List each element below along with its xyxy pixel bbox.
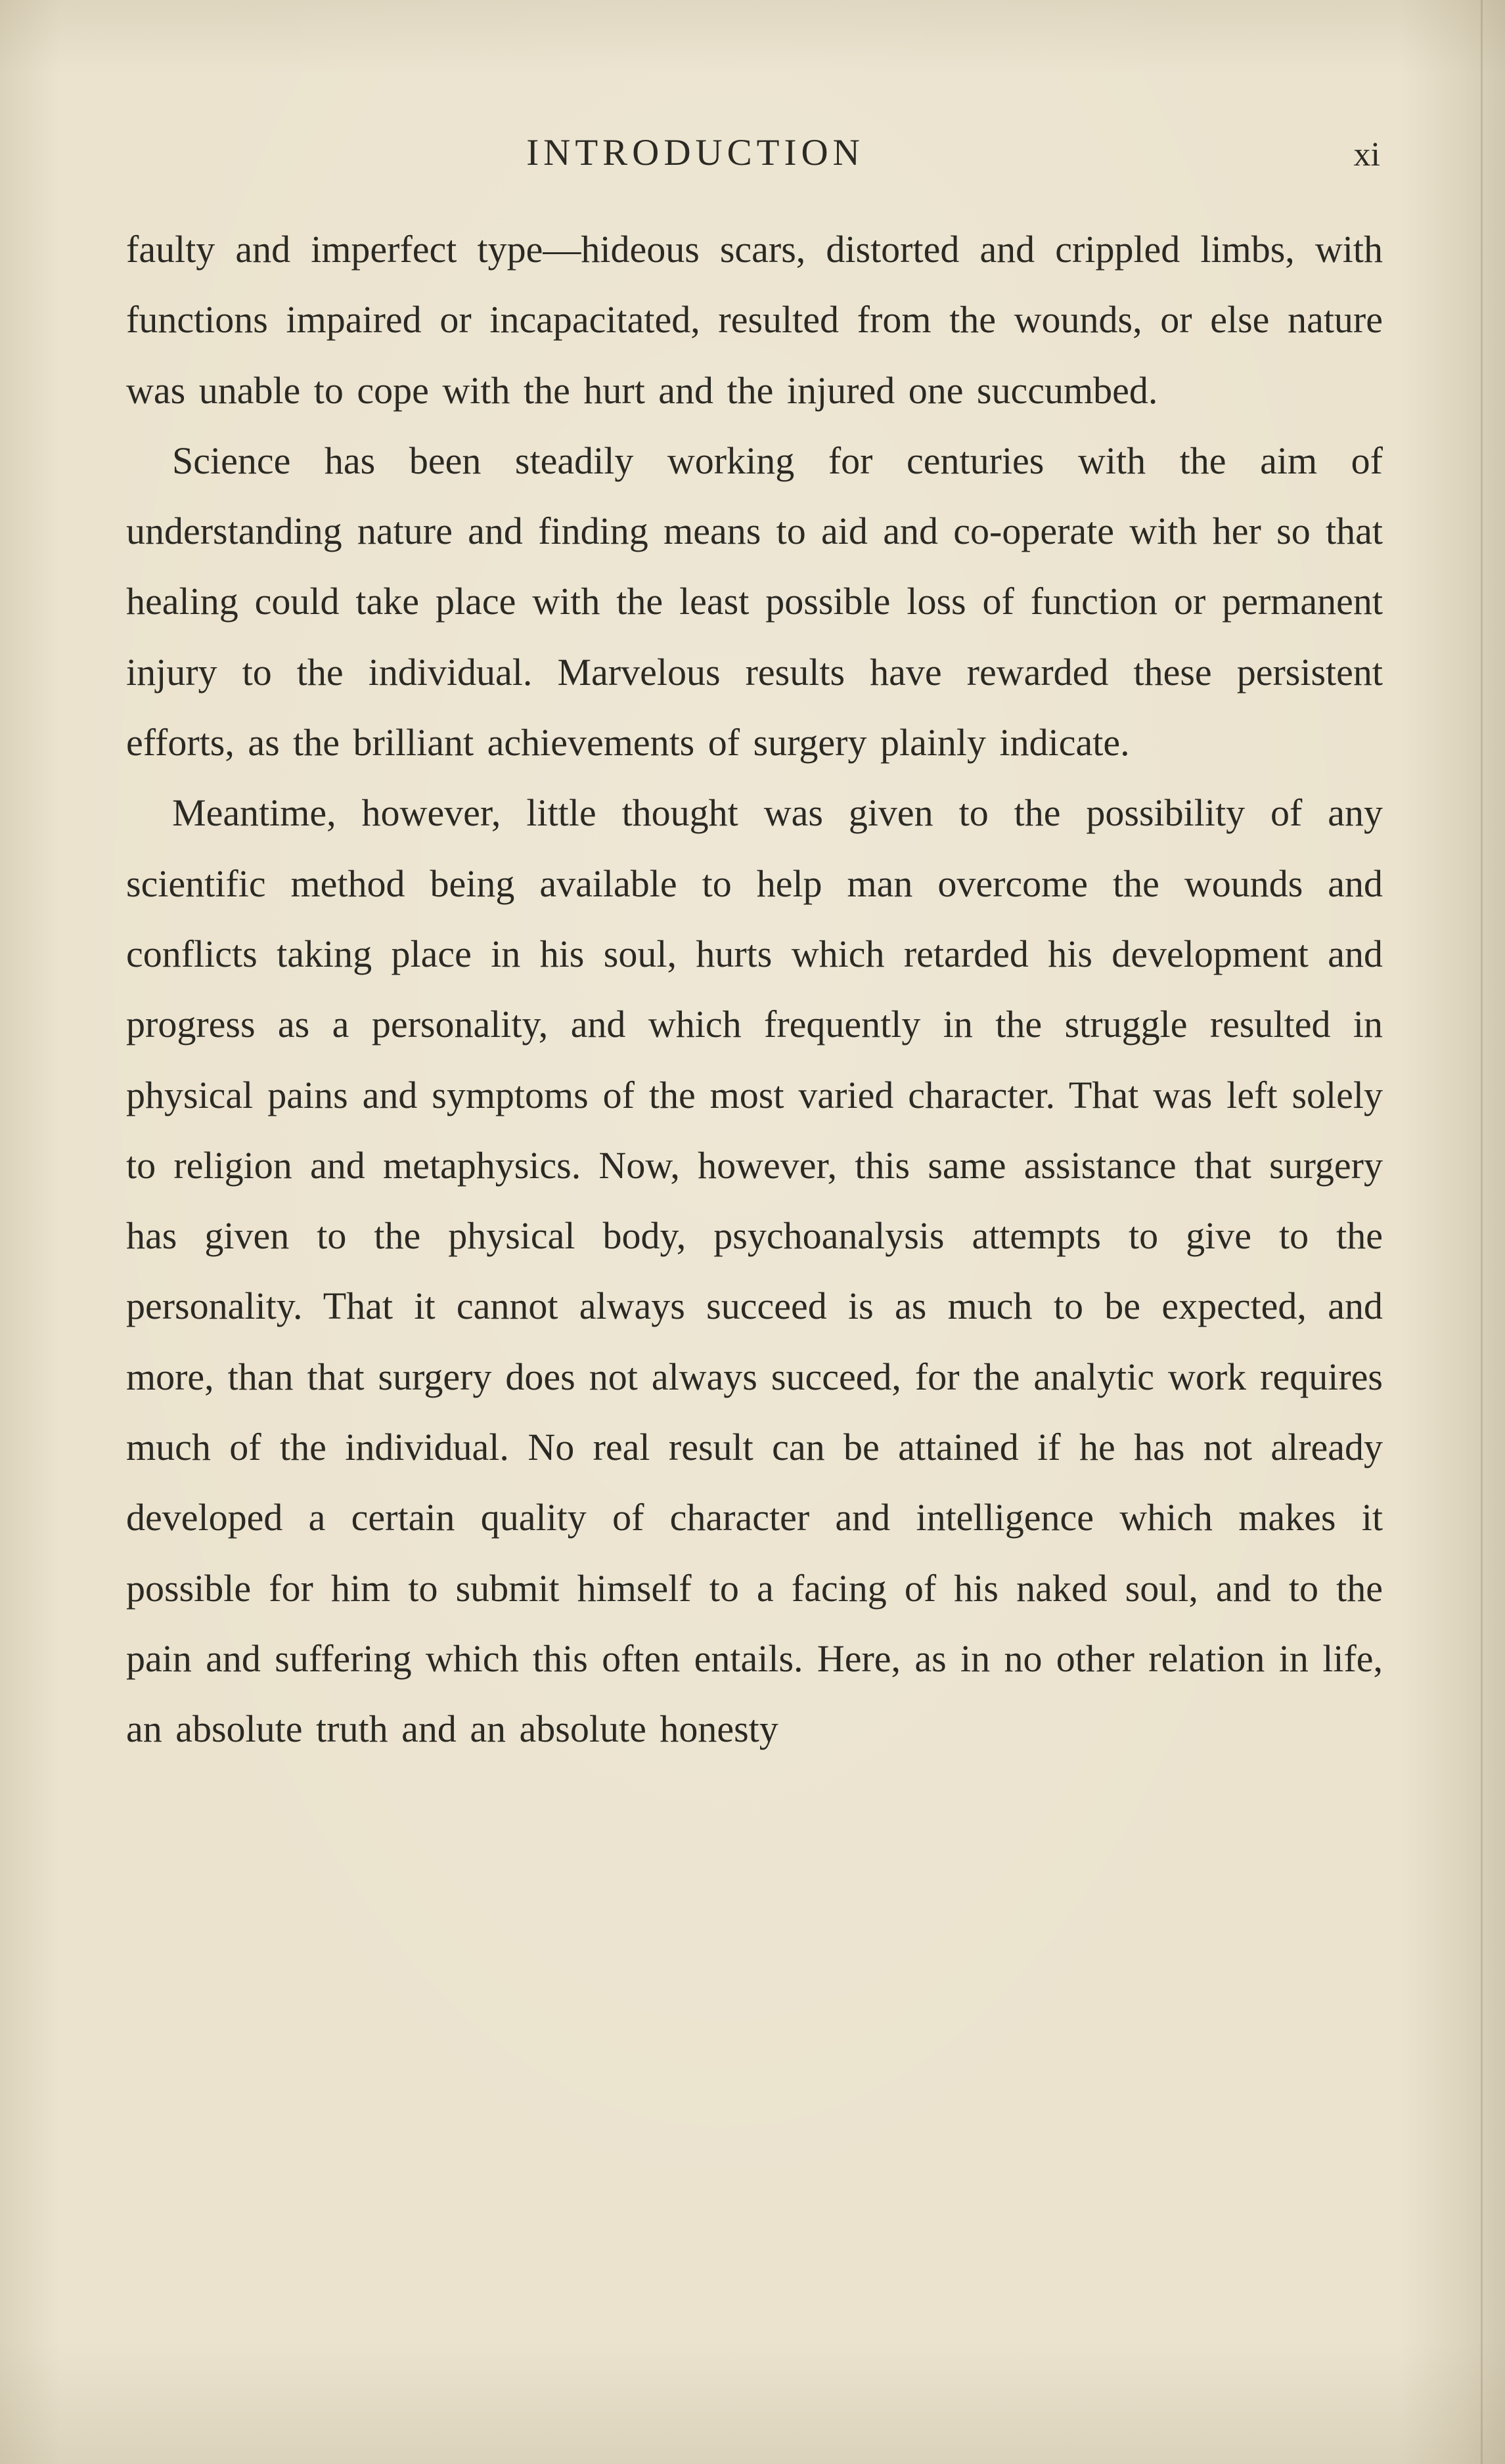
- paragraph: faulty and imperfect type—hideous scars, distorted and crippled limbs, with functions impaired or incapacitated, resulted from the wounds, or else nature was unable to cope with the hurt and the injured one succumbed.: [126, 228, 1383, 412]
- page-number: xi: [1353, 136, 1380, 173]
- page-crease: [1481, 0, 1483, 2464]
- page-title: INTRODUCTION: [526, 132, 865, 173]
- paragraph: Meantime, however, little thought was given to the possibility of any scientific method being available to help man overcome the wounds and conflicts taking place in his soul, hurts which retarded his development and progress as a personality, and which frequently in the struggle resulted in physical pains and symptoms of the most varied character. That was left solely to religion and metaphysics. Now, however, this same assistance that surgery has given to the physical body, psychoanalysis attempts to give to the personality. That it cannot always succeed is as much to be expected, and more, than that surgery does not always succeed, for the analytic work requires much of the individual. No real result can be attained if he has not already developed a certain quality of character and intelligence which makes it possible for him to submit himself to a facing of his naked soul, and to the pain and suffering which this often entails. Here, as in no other relation in life, an absolute truth and an absolute honesty: [126, 791, 1383, 1751]
- paragraph: Science has been steadily working for centuries with the aim of understanding nature and finding means to aid and co-operate with her so that healing could take place with the least possible loss of function or permanent injury to the individual. Marvelous results have rewarded these persistent efforts, as the brilliant achievements of surgery plainly indicate.: [126, 439, 1383, 764]
- page-header: [126, 130, 1383, 176]
- page-body: [126, 214, 1383, 1765]
